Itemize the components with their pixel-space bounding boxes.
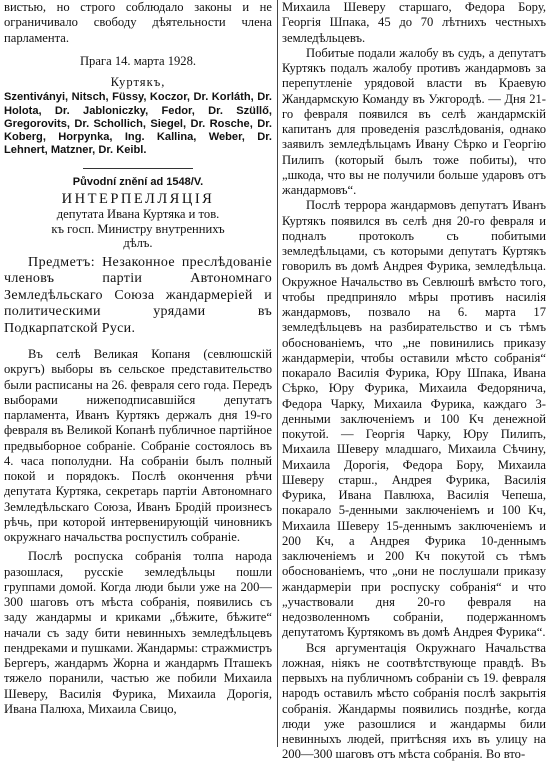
body-paragraph-5: Вся аргументація Окружнаго Начальства ложная, ніякъ не соотвѣтствующе правдѣ. Въ первыхъ на публичномъ собраніи съ 19. февраля народъ оставилъ мѣсто собранія послѣ закрытія собранія. Жандармы появились позднѣе, когда люди уже разошлися и жандармы били невинныхъ людей, притѣсняя ихъ въ улицу на 200—300 шаговъ отъ мѣста собранія. Во вто- bbox=[282, 640, 546, 762]
left-column bbox=[4, 0, 272, 717]
original-text-label: Původní znění ad 1548/V. bbox=[72, 175, 204, 188]
section-divider bbox=[83, 168, 193, 169]
body-paragraph-2: Послѣ роспуска собранія толпа народа разошлася, русскіе земледѣльцы пошли группами домой. Когда люди были уже на 200—300 шаговъ отъ мѣста собранія, появились съ заду жандармы и криками „бѣжите, бѣжите“ начали съ заду бити невинныхъ земледѣльцевъ пендреками и пушками. Жандармы: стражмистръ Бергеръ, жандармъ Жорна и жандармъ Пташекъ тяжело поранили, частью же побили Михаила Шеверу, Василія Фурика, Михаила Дорогія, Ивана Палюха, Михаила Свицо, bbox=[4, 549, 272, 716]
signers-list: Szentiványi, Nitsch, Füssy, Koczor, Dr. Korláth, Dr. Holota, Dr. Jabloniczky, Fedor, Dr. Szüllő, Gregorovits, Dr. Schollich, Siegel, Dr. Rosche, Dr. Koberg, Horpynka, Ing. Kallina, Weber, Dr. Lehnert, Matzner, Dr. Keibl. bbox=[4, 91, 272, 157]
date-line: Прага 14. марта 1928. bbox=[79, 53, 197, 68]
right-column bbox=[282, 0, 546, 763]
document-subtitle-2: къ госп. Министру внутреннихъ bbox=[51, 221, 225, 236]
document-title: ИНТЕРПЕЛЛЯЦІЯ bbox=[61, 190, 215, 207]
body-paragraph-3: Побитые подали жалобу въ судъ, а депутатъ Куртякъ подалъ жалобу противъ жандармовъ за перепутленіе урядовой власти въ Краевую Жандармскую Команду въ Ужгородѣ. — Дня 21-го февраля появился въ селѣ жандармскій капитанъ для проведенія разслѣдованія, однако заявилъ земледѣльцамъ Ивану Сѣрко и Георгію Пилипъ (который былъ тоже побиты), что „шкода, что вы не получили больше ударовъ отъ жандармовъ“. bbox=[282, 45, 546, 197]
subject-label: Предметъ: bbox=[28, 255, 96, 271]
subject-paragraph bbox=[4, 255, 272, 337]
column-divider bbox=[277, 0, 278, 747]
intro-paragraph: вистью, но строго соблюдало законы и не ограничивало свободу дѣятельности члена парламента. bbox=[4, 0, 272, 45]
body-paragraph-2-continued: Михаила Шеверу старшаго, Федора Бору, Георгія Шпака, 45 до 70 лѣтнихъ честныхъ земледѣльцевъ. bbox=[282, 0, 546, 45]
signers-title: Куртякъ, bbox=[110, 75, 166, 89]
body-paragraph-4: Послѣ террора жандармовъ депутатъ Иванъ Куртякъ появился въ селѣ дня 20-го февраля и подналъ протоколъ съ побитыми земледѣльцами, съ которыми депутатъ Куртякъ говорилъ въ домѣ Андрея Фурика, земледѣльца. Окружное Начальство въ Севлюшѣ вмѣсто того, чтобы предприняло мѣры противъ насилія жандармовъ, позвало на 6. марта 17 земледѣльцевъ на разбирательство и съ тѣмъ обоснованіемъ, что „не повинились приказу жандармеріи, чтобы оставили мѣсто собранія“ покарало Василія Фурика, Юру Шпака, Ивана Сѣрко, Юру Фурика, Михаила Федорянича, Федора Чарку, Михаила Фурика, каждаго 3-денными заключеніемъ и 100 Кч денежной покутой. — Георгія Чарку, Юру Пилипъ, Михаила Шеверу младшаго, Михаила Сѣчину, Михаила Дорогія, Федора Бору, Михаила Шеверу старш., Андрея Фурика, Василія Фурика, Ивана Павлюха, Василія Чепеша, покарало 5-денными заключеніемъ и 100 Кч, Михаила Шеверу 15-деннымъ заключеніемъ и 200 Кч, а Андрея Фурика 10-деннымъ заключеніемъ и 200 Кч покутой съ тѣмъ обоснованіемъ, что „они не послушали приказу жандармеріи при роспуску собранія“ и что „участвовали дня 20-го февраля на недозволенномъ собраніи, подержанномъ депутатомъ Куртякомъ въ домѣ Андрея Фурика“. bbox=[282, 198, 546, 640]
body-paragraph-1: Въ селѣ Великая Копаня (севлюшскій округъ) выборы въ сельское представительство были расписаны на 26. февраля сего года. Передъ выборами нижеподписавшійся депутатъ парламента, Иванъ Куртякъ держалъ дня 19-го февраля въ Великой Копанѣ публичное партійное предвыборное собраніе. Собраніе состоялось въ 4. часа пополудни. На собраніи былъ полный покой и порядокъ. Послѣ окончення рѣчи депутата Куртяка, секретарь партіи Автономнаго Земледѣльскаго Союза, Иванъ Бродій произнесъ рѣчь, при которой интервенирующій чиновникъ окружнаго начальства роспустилъ собраніе. bbox=[4, 347, 272, 545]
document-subtitle-1: депутата Ивана Куртяка и тов. bbox=[56, 207, 220, 222]
subject-text: Незаконное преслѣдованіе членовъ партіи Автономнаго Земледѣльскаго Союза жандармеріей и политическими урядами въ Подкарпатской Руси. bbox=[4, 255, 272, 336]
document-subtitle-3: дѣлъ. bbox=[123, 236, 153, 251]
